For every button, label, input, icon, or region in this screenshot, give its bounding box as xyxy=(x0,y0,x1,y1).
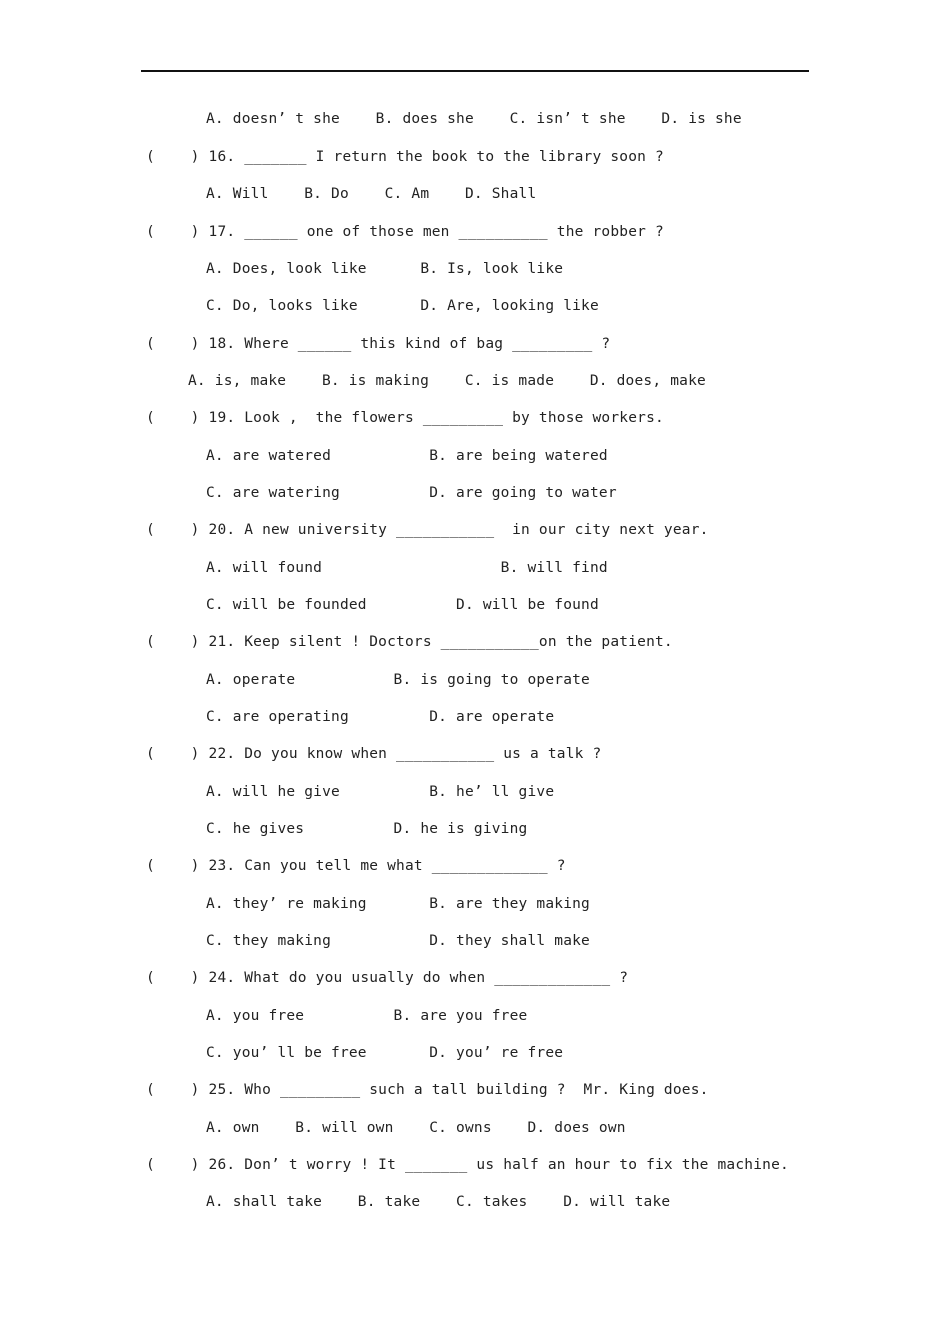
options-22-cd: C. he gives D. he is giving xyxy=(206,821,528,837)
options-16: A. Will B. Do C. Am D. Shall xyxy=(206,186,537,202)
question-20: ( ) 20. A new university ___________ in our city next year. xyxy=(146,522,709,538)
options-21-ab: A. operate B. is going to operate xyxy=(206,672,590,688)
question-22: ( ) 22. Do you know when ___________ us a talk ? xyxy=(146,746,602,762)
question-24: ( ) 24. What do you usually do when _____________ ? xyxy=(146,970,629,986)
options-20-cd: C. will be founded D. will be found xyxy=(206,597,599,613)
options-24-ab: A. you free B. are you free xyxy=(206,1008,528,1024)
options-20-ab: A. will found B. will find xyxy=(206,560,608,576)
options-25: A. own B. will own C. owns D. does own xyxy=(206,1120,626,1136)
options-17-ab: A. Does, look like B. Is, look like xyxy=(206,261,564,277)
options-22-ab: A. will he give B. he’ ll give xyxy=(206,784,555,800)
header-rule xyxy=(141,70,809,72)
question-23: ( ) 23. Can you tell me what _____________ ? xyxy=(146,858,566,874)
options-19-cd: C. are watering D. are going to water xyxy=(206,485,617,501)
question-26: ( ) 26. Don’ t worry ! It _______ us half an hour to fix the machine. xyxy=(146,1157,789,1173)
options-23-cd: C. they making D. they shall make xyxy=(206,933,590,949)
options-19-ab: A. are watered B. are being watered xyxy=(206,448,608,464)
question-19: ( ) 19. Look , the flowers _________ by those workers. xyxy=(146,410,664,426)
option-line-15: A. doesn’ t she B. does she C. isn’ t she D. is she xyxy=(206,111,742,127)
question-16: ( ) 16. _______ I return the book to the library soon ? xyxy=(146,149,664,165)
options-23-ab: A. they’ re making B. are they making xyxy=(206,896,590,912)
question-21: ( ) 21. Keep silent ! Doctors ___________on the patient. xyxy=(146,634,673,650)
question-18: ( ) 18. Where ______ this kind of bag _________ ? xyxy=(146,336,611,352)
options-24-cd: C. you’ ll be free D. you’ re free xyxy=(206,1045,564,1061)
options-26: A. shall take B. take C. takes D. will take xyxy=(206,1194,671,1210)
options-18: A. is, make B. is making C. is made D. does, make xyxy=(188,373,706,389)
options-17-cd: C. Do, looks like D. Are, looking like xyxy=(206,298,599,314)
options-21-cd: C. are operating D. are operate xyxy=(206,709,555,725)
question-17: ( ) 17. ______ one of those men __________ the robber ? xyxy=(146,224,664,240)
question-25: ( ) 25. Who _________ such a tall building ? Mr. King does. xyxy=(146,1082,709,1098)
